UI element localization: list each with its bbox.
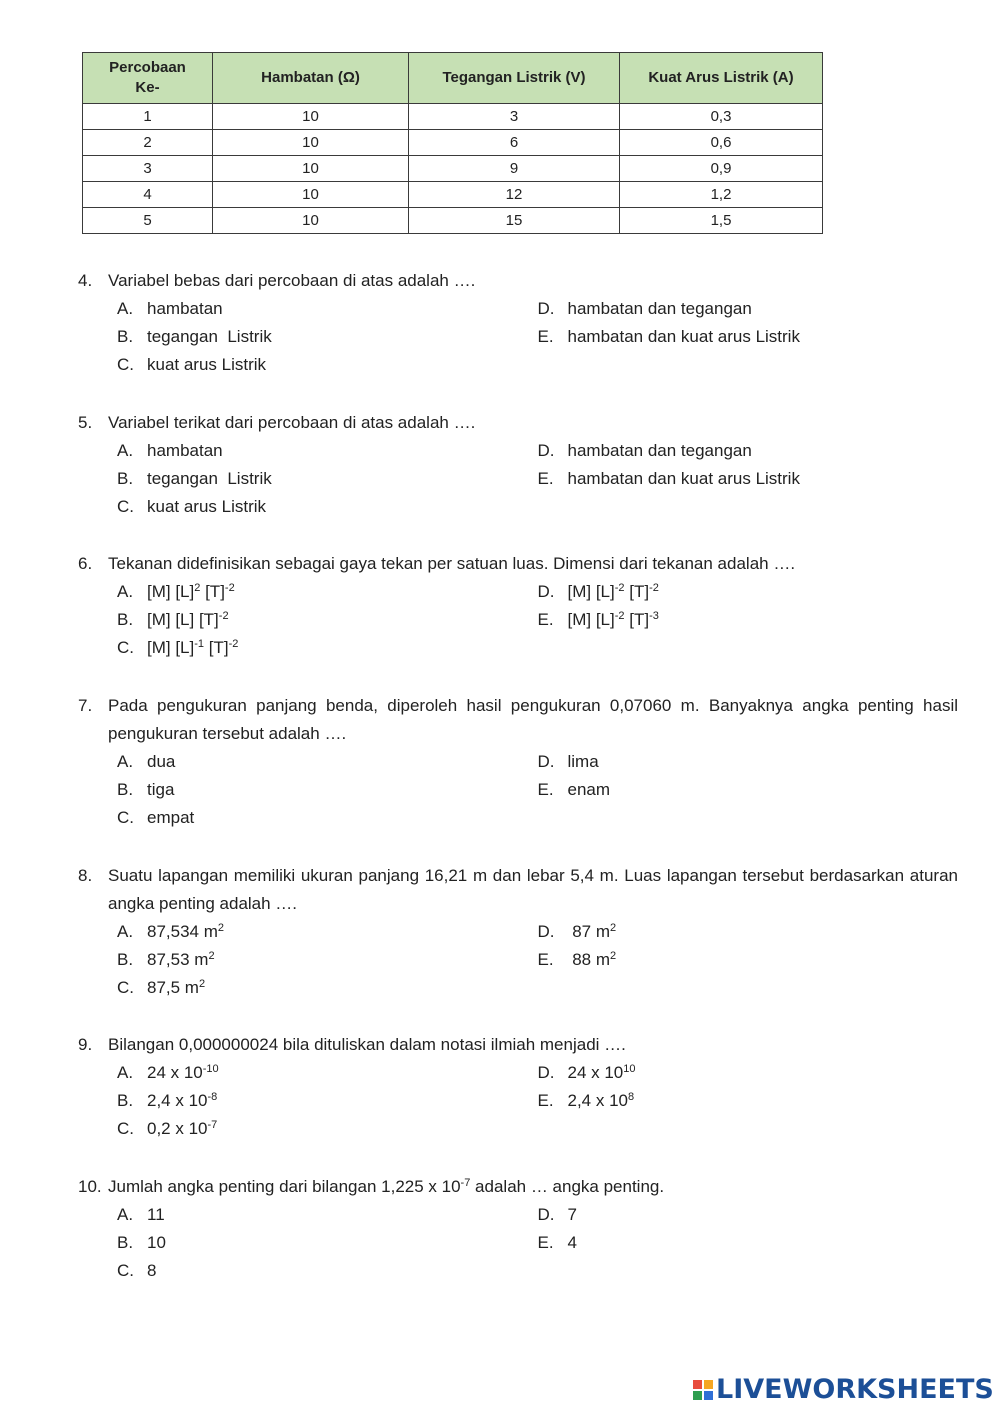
option-e[interactable]: E. [M] $[L]^{-2}$ $[T]^{-3}$ [538,606,959,634]
option-text: hambatan dan tegangan [567,299,752,318]
table-row [83,156,823,182]
table-header-row [83,53,823,104]
option-text: hambatan dan tegangan [567,441,752,460]
option-a[interactable]: A. [M] $[L]^2$ $[T]^{-2}$ [117,578,538,606]
option-a[interactable]: A. dua [117,748,538,776]
option-d[interactable]: D. 24 x $10^{10}$ [538,1059,959,1087]
option-b[interactable]: B. tegangan Listrik [117,465,538,493]
header-current: Kuat Arus Listrik (A) [620,53,823,104]
option-b[interactable]: B. 10 [117,1229,538,1257]
header-voltage: Tegangan Listrik (V) [409,53,620,104]
option-text: 87,5 $m^2$ [147,978,206,997]
table-cell: 9 [409,156,620,182]
option-e[interactable]: E. hambatan dan kuat arus Listrik [538,465,959,493]
table-cell: 10 [213,104,409,130]
question-5 [78,409,958,521]
option-text: 24 x $10^{-10}$ [147,1063,219,1082]
table-cell: 1,5 [620,208,823,234]
option-text: 8 [147,1261,157,1280]
logo-square [693,1391,702,1400]
option-b[interactable]: B. tegangan Listrik [117,323,538,351]
question-number: 5. [78,413,93,432]
option-e[interactable]: E. 88 $m^2$ [538,946,959,974]
option-a[interactable]: A. hambatan [117,437,538,465]
options [117,1201,958,1285]
liveworksheets-logo [693,1374,994,1406]
question-number: 6. [78,554,93,573]
table-cell: 0,3 [620,104,823,130]
logo-square [693,1380,702,1389]
option-text: dua [147,752,176,771]
option-text: empat [147,808,195,827]
option-text: tiga [147,780,175,799]
option-text: 2,4 x $10^{-8}$ [147,1091,218,1110]
option-text: [M] $[L]^{-2}$ $[T]^{-2}$ [567,582,659,601]
table-row [83,182,823,208]
option-text: 0,2 x $10^{-7}$ [147,1119,218,1138]
question-number: 9. [78,1035,93,1054]
table-cell: 5 [83,208,213,234]
option-e[interactable]: E. enam [538,776,959,804]
options [117,437,958,521]
table-cell: 1,2 [620,182,823,208]
option-c[interactable]: C. 87,5 $m^2$ [117,974,540,1002]
question-number: 7. [78,696,93,715]
options [117,1059,958,1143]
options [117,578,958,662]
option-c[interactable]: C. kuat arus Listrik [117,493,540,521]
logo-text: LIVEWORKSHEETS [716,1374,994,1405]
option-text: 87 $m^2$ [567,922,617,941]
option-d[interactable]: D. lima [538,748,959,776]
option-text: hambatan [147,299,223,318]
table-cell: 12 [409,182,620,208]
option-text: enam [567,780,611,799]
question-number: 10. [78,1177,102,1196]
header-resistance: Hambatan (Ω) [213,53,409,104]
table-cell: 3 [83,156,213,182]
table-cell: 10 [213,208,409,234]
question-text: Pada pengukuran panjang benda, diperoleh hasil pengukuran 0,07060 m. Banyaknya angka penting hasil pengukuran tersebut adalah …. [108,696,958,743]
option-b[interactable]: B. tiga [117,776,538,804]
option-d[interactable]: D. [M] $[L]^{-2}$ $[T]^{-2}$ [538,578,959,606]
option-a[interactable]: A. 24 x $10^{-10}$ [117,1059,538,1087]
option-text: 24 x $10^{10}$ [567,1063,636,1082]
option-c[interactable]: C. 8 [117,1257,540,1285]
table-row [83,130,823,156]
option-text: kuat arus Listrik [147,355,267,374]
question-text: Variabel terikat dari percobaan di atas adalah …. [108,413,476,432]
option-c[interactable]: C. 0,2 x $10^{-7}$ [117,1115,540,1143]
option-text: 2,4 x $10^8$ [567,1091,635,1110]
table-cell: 15 [409,208,620,234]
option-text: 4 [567,1233,577,1252]
option-text: 11 [147,1205,165,1224]
options [117,295,958,379]
option-text: [M] [L] $[T]^{-2}$ [147,610,229,629]
question-number: 4. [78,271,93,290]
option-text: [M] $[L]^{-1}$ $[T]^{-2}$ [147,638,239,657]
question-text: Jumlah angka penting dari bilangan 1,225 x $10^{-7}$ adalah … angka penting. [108,1177,665,1196]
options [117,918,958,1002]
option-text: hambatan dan kuat arus Listrik [567,469,800,488]
table-cell: 10 [213,182,409,208]
option-text: hambatan [147,441,223,460]
question-text: Bilangan 0,000000024 bila dituliskan dalam notasi ilmiah menjadi …. [108,1035,626,1054]
table-cell: 6 [409,130,620,156]
option-d[interactable]: D. hambatan dan tegangan [538,295,959,323]
option-c[interactable]: C. [M] $[L]^{-1}$ $[T]^{-2}$ [117,634,540,662]
option-text: 87,53 $m^2$ [147,950,215,969]
logo-squares-icon [693,1380,713,1400]
question-text: Variabel bebas dari percobaan di atas adalah …. [108,271,476,290]
option-text: kuat arus Listrik [147,497,267,516]
table-row [83,104,823,130]
option-e[interactable]: E. 4 [538,1229,959,1257]
question-4 [78,267,958,379]
option-d[interactable]: D. 87 $m^2$ [538,918,959,946]
experiment-table [82,52,823,234]
table-cell: 4 [83,182,213,208]
table-cell: 0,9 [620,156,823,182]
option-text: 87,534 $m^2$ [147,922,225,941]
table-cell: 0,6 [620,130,823,156]
table-cell: 1 [83,104,213,130]
question-7 [78,692,958,832]
option-d[interactable]: D. hambatan dan tegangan [538,437,959,465]
option-e[interactable]: E. hambatan dan kuat arus Listrik [538,323,959,351]
header-experiment: Percobaan Ke- [83,53,213,104]
options [117,748,958,832]
question-10 [78,1173,958,1285]
question-text: Suatu lapangan memiliki ukuran panjang 16,21 m dan lebar 5,4 m. Luas lapangan tersebut berdasarkan aturan angka penting adalah …. [108,866,958,913]
option-e[interactable]: E. 2,4 x $10^8$ [538,1087,959,1115]
option-a[interactable]: A. 11 [117,1201,538,1229]
table-cell: 10 [213,156,409,182]
table-row [83,208,823,234]
option-text: tegangan Listrik [147,469,272,488]
option-text: tegangan Listrik [147,327,272,346]
table-cell: 3 [409,104,620,130]
logo-square [704,1391,713,1400]
option-text: [M] $[L]^2$ $[T]^{-2}$ [147,582,235,601]
option-text: hambatan dan kuat arus Listrik [567,327,800,346]
option-b[interactable]: B. [M] [L] $[T]^{-2}$ [117,606,538,634]
question-6 [78,550,958,662]
table-cell: 2 [83,130,213,156]
option-text: lima [567,752,599,771]
option-text: 10 [147,1233,166,1252]
option-d[interactable]: D. 7 [538,1201,959,1229]
question-8 [78,862,958,1002]
option-b[interactable]: B. 87,53 $m^2$ [117,946,538,974]
option-a[interactable]: A. hambatan [117,295,538,323]
option-text: 88 $m^2$ [567,950,617,969]
table-cell: 10 [213,130,409,156]
option-a[interactable]: A. 87,534 $m^2$ [117,918,538,946]
question-9 [78,1031,958,1143]
option-text: [M] $[L]^{-2}$ $[T]^{-3}$ [567,610,659,629]
option-c[interactable]: C. kuat arus Listrik [117,351,540,379]
option-text: 7 [567,1205,577,1224]
option-c[interactable]: C. empat [117,804,540,832]
option-b[interactable]: B. 2,4 x $10^{-8}$ [117,1087,538,1115]
logo-square [704,1380,713,1389]
question-number: 8. [78,866,93,885]
question-text: Tekanan didefinisikan sebagai gaya tekan per satuan luas. Dimensi dari tekanan adalah …. [108,554,796,573]
